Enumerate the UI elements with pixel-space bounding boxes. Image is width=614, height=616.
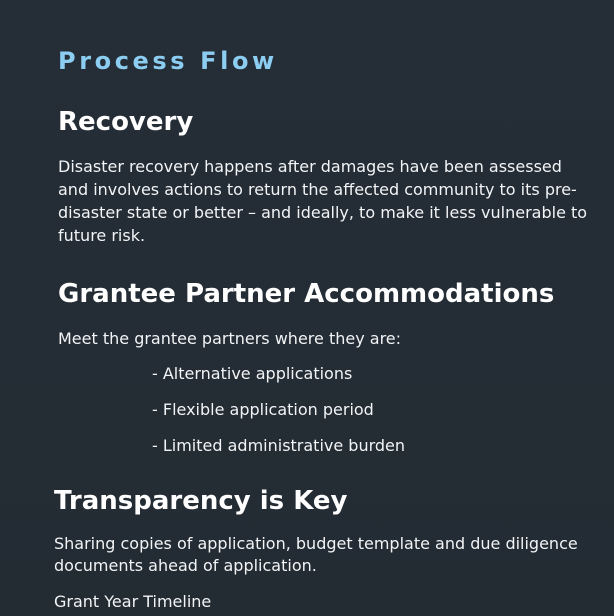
accommodations-list bbox=[152, 362, 405, 470]
list-item: - Alternative applications bbox=[152, 364, 353, 383]
transparency-heading: Transparency is Key bbox=[54, 486, 348, 516]
grantee-intro: Meet the grantee partners where they are: bbox=[58, 329, 402, 348]
list-item: - Limited administrative burden bbox=[152, 436, 406, 455]
recovery-paragraph: Disaster recovery happens after damages have been assessed and involves actions to return the affected community to its pre-disaster state or better – and ideally, to make it less vulnerable to future risk. bbox=[58, 157, 588, 245]
timeline-label: Grant Year Timeline bbox=[54, 592, 212, 611]
transparency-paragraph: Sharing copies of application, budget template and due diligence documents ahead of application. bbox=[54, 534, 578, 575]
section-kicker: Process Flow bbox=[58, 47, 278, 75]
grantee-heading: Grantee Partner Accommodations bbox=[58, 279, 555, 309]
list-item: - Flexible application period bbox=[152, 400, 374, 419]
recovery-heading: Recovery bbox=[58, 107, 194, 137]
